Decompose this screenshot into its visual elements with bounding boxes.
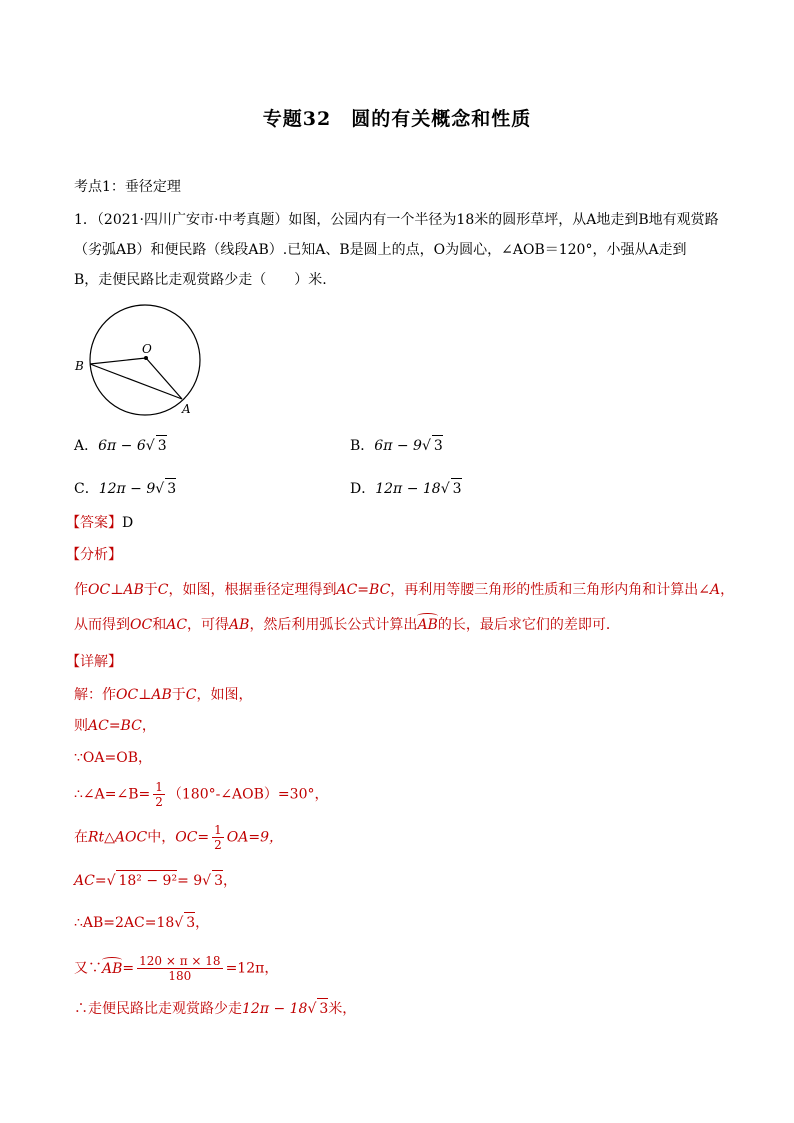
detail-line-1: 解：作OC⊥AB于C，如图， xyxy=(74,687,253,703)
segment-ab xyxy=(90,364,182,399)
detail-line-5: 在Rt△AOC中，OC= $\frac{1}{2}$ OA=9， xyxy=(74,823,284,852)
fraction-half: $\frac{1}{2}$ xyxy=(155,780,163,809)
analysis-label: 【分析】 xyxy=(66,547,122,563)
detail-line-9: ∴走便民路比走观赏路少走12π − 18√ 3米， xyxy=(74,998,356,1019)
option-a: A．6π − 6√ 3 xyxy=(74,435,167,456)
kaodian-heading: 考点1：垂径定理 xyxy=(74,179,181,195)
question-line-3: B，走便民路比走观赏路少走（ ）米. xyxy=(74,272,327,288)
center-point xyxy=(144,356,148,360)
segment-oa xyxy=(146,358,182,399)
option-b: B．6π − 9√ 3 xyxy=(350,435,443,456)
fraction-arc-length: $\frac{120 \times \pi \times 18}{180}$ xyxy=(139,954,221,983)
detail-line-3: ∵OA=OB， xyxy=(74,750,152,766)
question-line-1: 1．（2021·四川广安市·中考真题）如图，公园内有一个半径为18米的圆形草坪，从A地走到B地有观赏路 xyxy=(74,212,719,228)
detail-line-4: ∴∠A=∠B= $\frac{1}{2}$ （180°-∠AOB）=30°， xyxy=(74,780,329,809)
label-a: A xyxy=(182,402,191,416)
detail-line-6: AC=√ 18² − 9²= 9√ 3， xyxy=(74,870,237,891)
circle xyxy=(90,305,200,415)
question-line-2: （劣弧AB）和便民路（线段AB）.已知A、B是圆上的点，O为圆心，∠AOB＝120°，小强从A走到 xyxy=(74,242,687,258)
detail-line-2: 则AC=BC， xyxy=(74,718,156,734)
detail-line-7: ∴AB=2AC=18√ 3， xyxy=(74,912,209,933)
segment-ob xyxy=(90,358,146,364)
page-title: 专题32 圆的有关概念和性质 xyxy=(262,108,532,130)
analysis-line-2: 从而得到OC和AC，可得AB，然后利用弧长公式计算出AB的长，最后求它们的差即可． xyxy=(74,617,620,633)
detail-label: 【详解】 xyxy=(66,654,122,670)
analysis-line-1: 作OC⊥AB于C，如图，根据垂径定理得到AC=BC，再利用等腰三角形的性质和三角形内角和计算出∠A， xyxy=(74,582,735,598)
option-d: D．12π − 18√ 3 xyxy=(350,478,462,499)
detail-line-8: 又∵AB= $\frac{120 \times \pi \times 18}{180}$ =12π， xyxy=(74,954,279,983)
label-b: B xyxy=(75,359,84,373)
circle-figure xyxy=(70,300,210,420)
label-o: O xyxy=(142,342,152,356)
option-c: C．12π − 9√ 3 xyxy=(74,478,176,499)
fraction-half: $\frac{1}{2}$ xyxy=(214,823,222,852)
answer-line: 【答案】D xyxy=(66,515,134,531)
